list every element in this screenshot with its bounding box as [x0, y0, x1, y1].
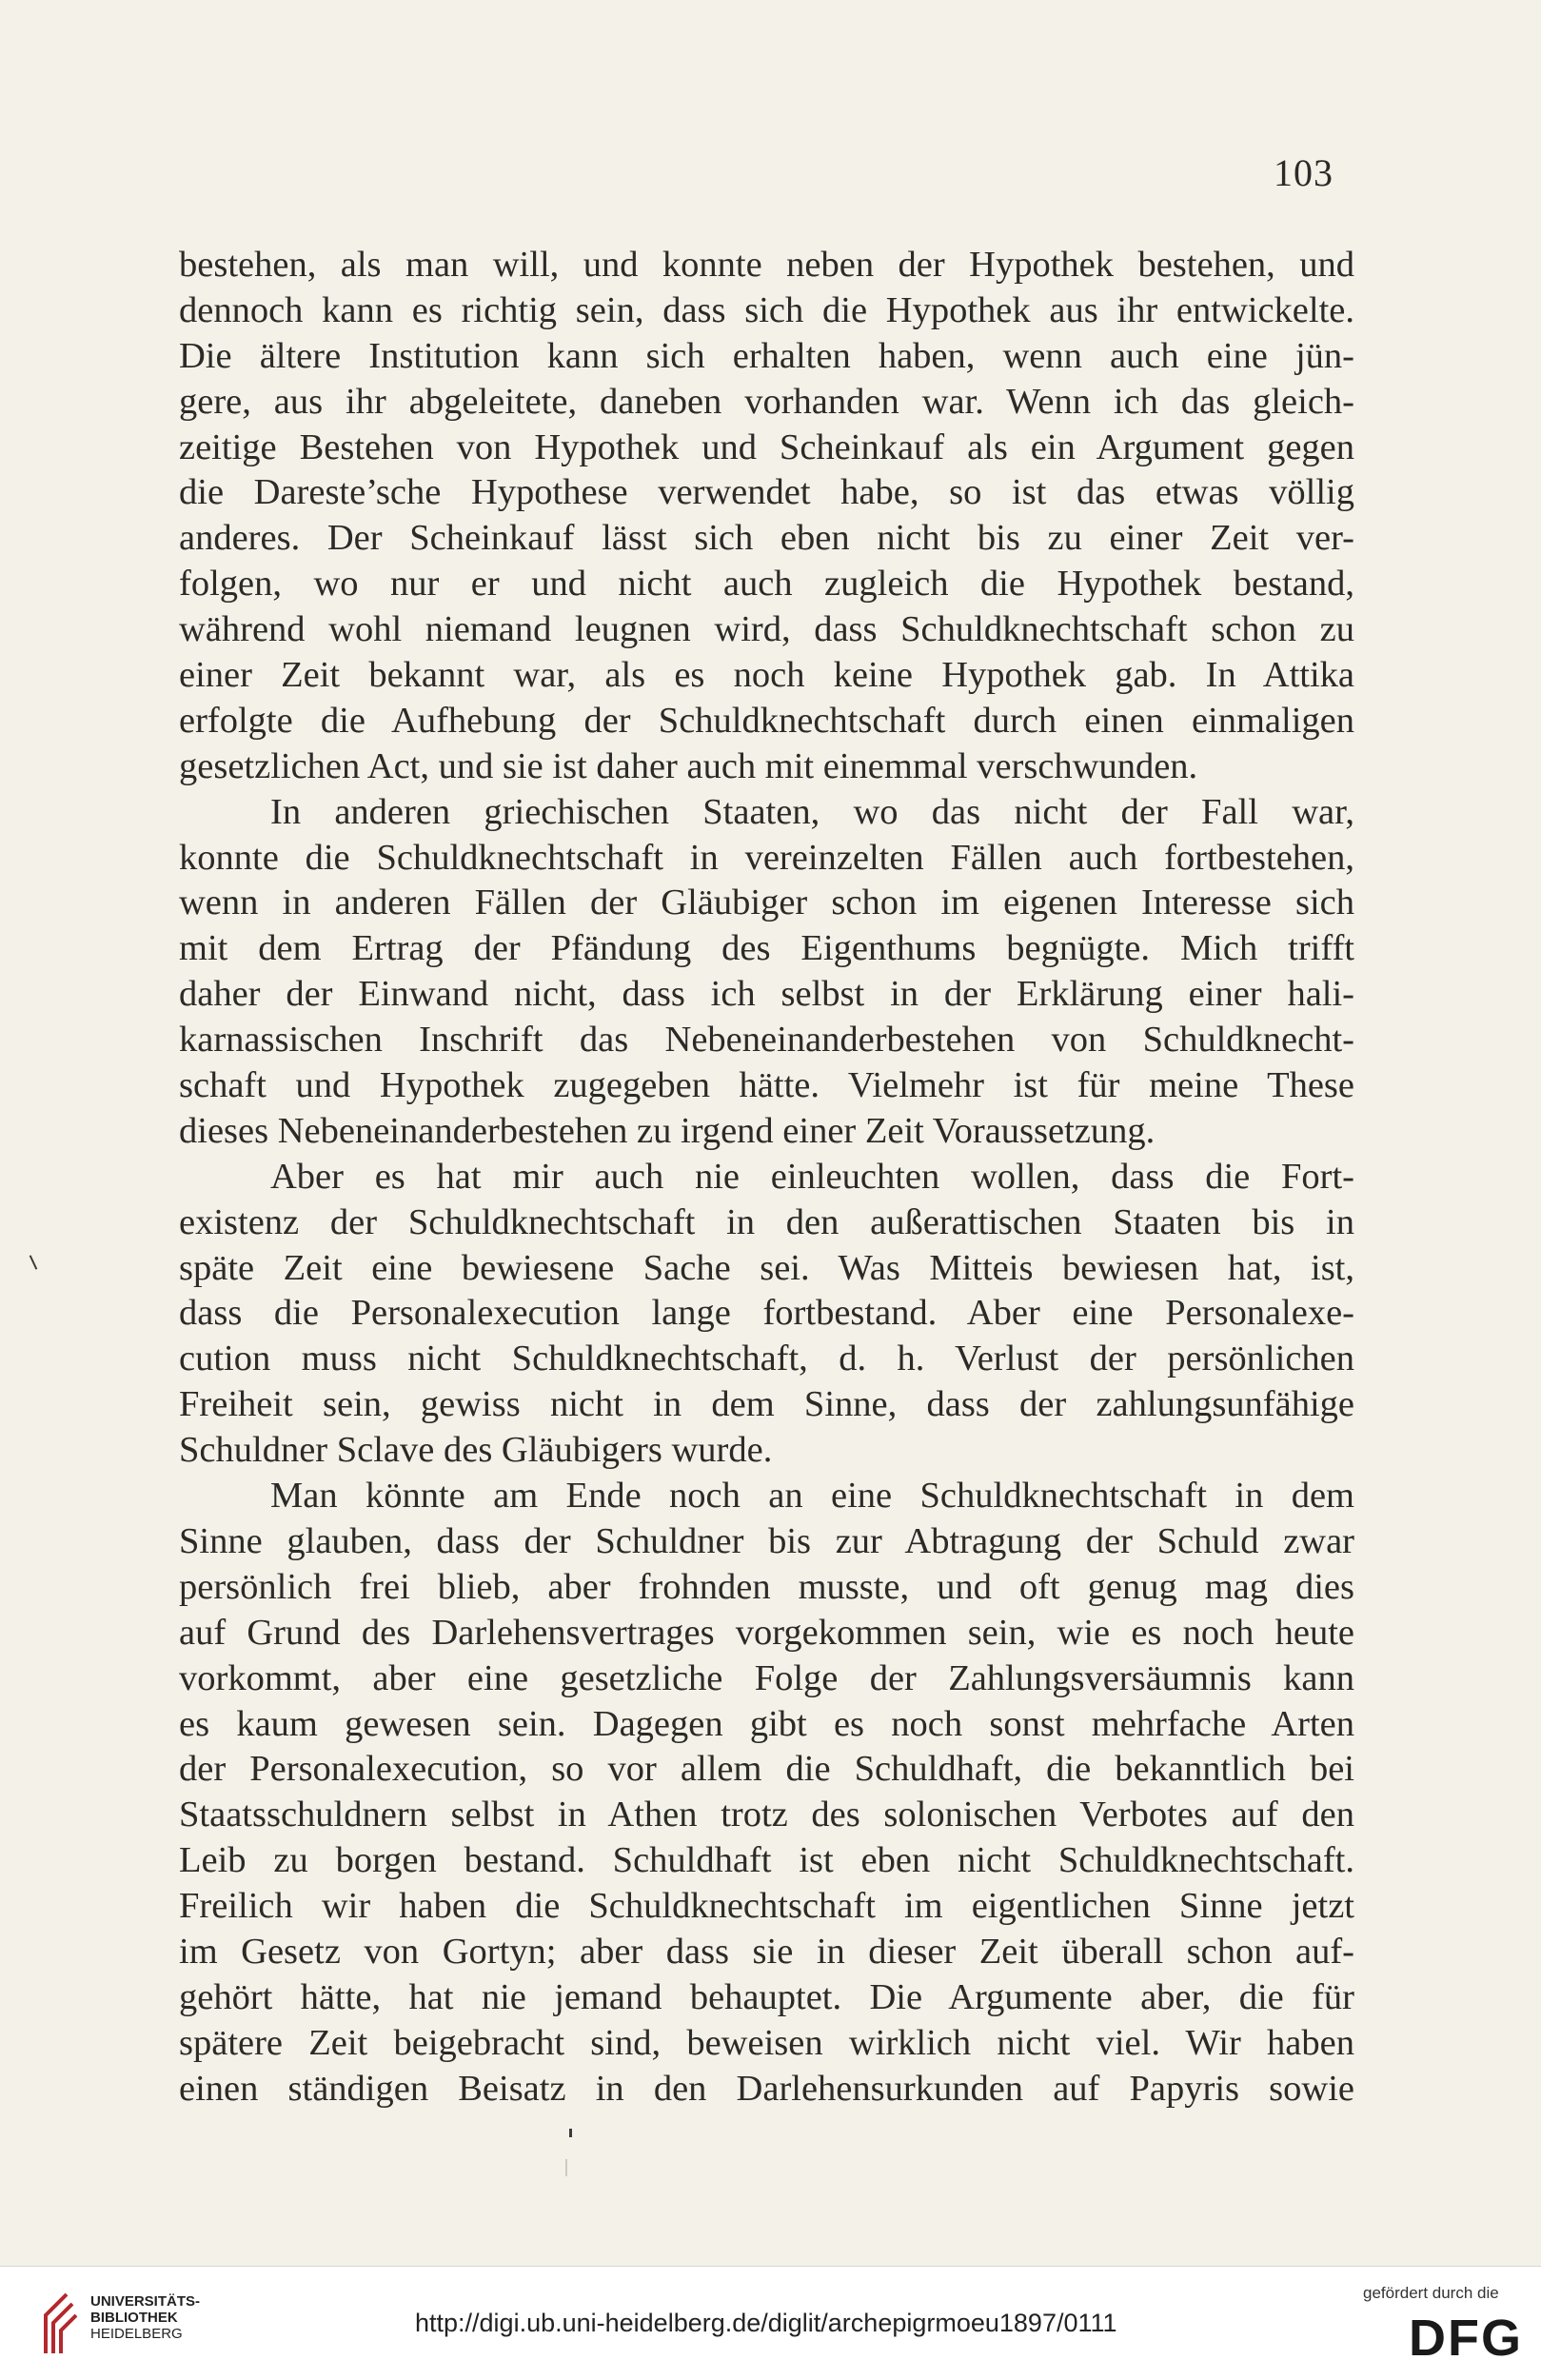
- text-line: die Dareste’sche Hypothese verwendet habe, so ist das etwas völlig: [179, 472, 1354, 513]
- library-name-line: UNIVERSITÄTS-: [90, 2293, 201, 2310]
- text-line: zeitige Bestehen von Hypothek und Scheinkauf als ein Argument gegen: [179, 426, 1354, 467]
- text-line: Die ältere Institution kann sich erhalten haben, wenn auch eine jün-: [179, 335, 1354, 376]
- text-line: im Gesetz von Gortyn; aber dass sie in dieser Zeit überall schon auf-: [179, 1931, 1354, 1972]
- text-line: während wohl niemand leugnen wird, dass Schuldknechtschaft schon zu: [179, 609, 1354, 650]
- dfg-logo: DFG: [1409, 2310, 1523, 2367]
- body-text: [179, 243, 1354, 2112]
- page-number: 103: [1274, 151, 1334, 194]
- text-line: Leib zu borgen bestand. Schuldhaft ist eben nicht Schuldknechtschaft.: [179, 1840, 1354, 1881]
- text-line: auf Grund des Darlehensvertrages vorgekommen sein, wie es noch heute: [179, 1612, 1354, 1653]
- library-name-line: BIBLIOTHEK: [90, 2310, 178, 2326]
- text-line: dennoch kann es richtig sein, dass sich die Hypothek aus ihr entwickelte.: [179, 289, 1354, 330]
- footer-bar: [0, 2266, 1541, 2380]
- text-line: anderes. Der Scheinkauf lässt sich eben nicht bis zu einer Zeit ver-: [179, 518, 1354, 559]
- text-line: mit dem Ertrag der Pfändung des Eigenthums begnügte. Mich trifft: [179, 928, 1354, 969]
- text-line: es kaum gewesen sein. Dagegen gibt es noch sonst mehrfache Arten: [179, 1703, 1354, 1744]
- library-name-line: HEIDELBERG: [90, 2326, 183, 2342]
- scan-speck: [569, 2129, 572, 2137]
- text-line: einer Zeit bekannt war, als es noch keine Hypothek gab. In Attika: [179, 655, 1354, 696]
- text-line: spätere Zeit beigebracht sind, beweisen wirklich nicht viel. Wir haben: [179, 2022, 1354, 2063]
- text-line: Schuldner Sclave des Gläubigers wurde.: [179, 1430, 773, 1471]
- text-line: gere, aus ihr abgeleitete, daneben vorhanden war. Wenn ich das gleich-: [179, 381, 1354, 422]
- text-line: gehört hätte, hat nie jemand behauptet. Die Argumente aber, die für: [179, 1976, 1354, 2017]
- text-line: konnte die Schuldknechtschaft in vereinzelten Fällen auch fortbestehen,: [179, 837, 1354, 878]
- text-line: dieses Nebeneinanderbestehen zu irgend einer Zeit Voraussetzung.: [179, 1110, 1156, 1151]
- text-line: späte Zeit eine bewiesene Sache sei. Was Mitteis bewiesen hat, ist,: [179, 1247, 1354, 1288]
- text-line: existenz der Schuldknechtschaft in den außerattischen Staaten bis in: [179, 1201, 1354, 1242]
- text-line: bestehen, als man will, und konnte neben der Hypothek bestehen, und: [179, 245, 1354, 285]
- text-line: cution muss nicht Schuldknechtschaft, d. h. Verlust der persönlichen: [179, 1339, 1354, 1379]
- text-line: Freiheit sein, gewiss nicht in dem Sinne, dass der zahlungsunfähige: [179, 1384, 1354, 1425]
- text-line: Aber es hat mir auch nie einleuchten wollen, dass die Fort-: [270, 1156, 1354, 1197]
- text-line: der Personalexecution, so vor allem die Schuldhaft, die bekanntlich bei: [179, 1749, 1354, 1790]
- text-line: gesetzlichen Act, und sie ist daher auch mit einemmal verschwunden.: [179, 745, 1198, 786]
- text-line: Man könnte am Ende noch an eine Schuldknechtschaft in dem: [270, 1476, 1354, 1517]
- text-line: vorkommt, aber eine gesetzliche Folge der Zahlungsversäumnis kann: [179, 1657, 1354, 1698]
- text-line: schaft und Hypothek zugegeben hätte. Vielmehr ist für meine These: [179, 1065, 1354, 1106]
- text-line: Staatsschuldnern selbst in Athen trotz des solonischen Verbotes auf den: [179, 1795, 1354, 1835]
- text-line: einen ständigen Beisatz in den Darlehensurkunden auf Papyris sowie: [179, 2068, 1354, 2109]
- text-line: daher der Einwand nicht, dass ich selbst in der Erklärung einer hali-: [179, 974, 1354, 1015]
- text-line: folgen, wo nur er und nicht auch zugleich die Hypothek bestand,: [179, 564, 1354, 605]
- text-line: persönlich frei blieb, aber frohnden musste, und oft genug mag dies: [179, 1566, 1354, 1607]
- scan-speck: [565, 2159, 567, 2176]
- funding-caption: gefördert durch die: [1363, 2284, 1499, 2302]
- text-line: dass die Personalexecution lange fortbestand. Aber eine Personalexe-: [179, 1293, 1354, 1334]
- text-line: erfolgte die Aufhebung der Schuldknechtschaft durch einen einmaligen: [179, 700, 1354, 741]
- text-line: Freilich wir haben die Schuldknechtschaft im eigentlichen Sinne jetzt: [179, 1886, 1354, 1927]
- text-line: wenn in anderen Fällen der Gläubiger schon im eigenen Interesse sich: [179, 883, 1354, 923]
- library-name: [90, 2293, 200, 2342]
- text-line: karnassischen Inschrift das Nebeneinanderbestehen von Schuldknecht-: [179, 1020, 1354, 1061]
- permalink-url[interactable]: http://digi.ub.uni-heidelberg.de/diglit/archepigrmoeu1897/0111: [415, 2309, 1117, 2337]
- text-line: In anderen griechischen Staaten, wo das nicht der Fall war,: [270, 791, 1354, 832]
- library-logo-icon: [38, 2291, 78, 2357]
- text-line: Sinne glauben, dass der Schuldner bis zur Abtragung der Schuld zwar: [179, 1520, 1354, 1561]
- scan-speck: [30, 1255, 38, 1269]
